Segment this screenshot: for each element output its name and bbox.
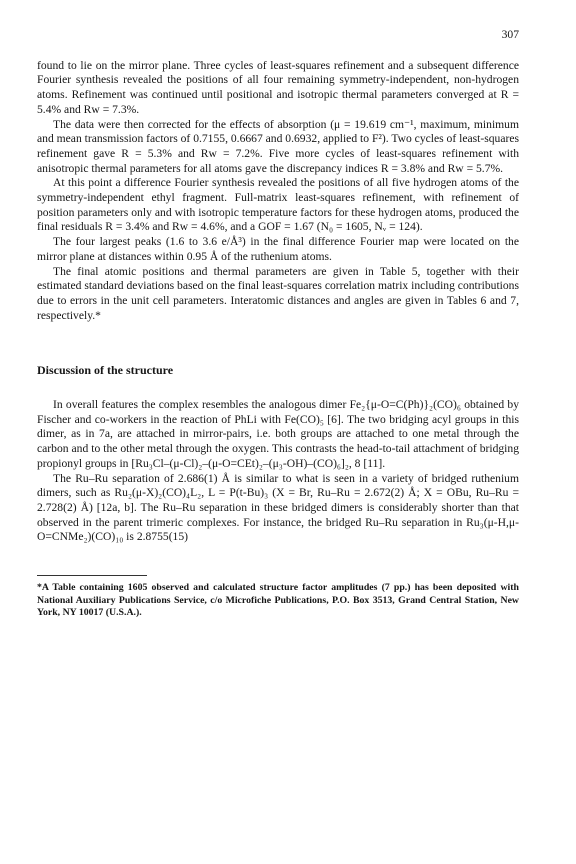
paragraph: The final atomic positions and thermal parameters are given in Table 5, together with their estimated standard deviations based on the final least-squares correlation matrix including contributions due to errors in the unit cell parameters. Interatomic distances and angles are given in Tables 6 and 7, respectively.* [37, 264, 519, 322]
paragraph: In overall features the complex resembles the analogous dimer Fe₂{μ-O=C(Ph)}₂(CO)₆ obtained by Fischer and co-workers in the reaction of PhLi with Fe(CO)₅ [6]. The two bridging acyl groups in this dimer, as in 7a, are attached in mirror-pairs, i.e. both groups are attached to one metal through the carbon and to the other metal through the oxygen. This contrasts the head-to-tail attachment of bridging propionyl groups in [Ru₃Cl–(μ-Cl)₂–(μ-O=CEt)₂–(μ₃-OH)–(CO)₆]₂, 8 [11]. [37, 398, 519, 470]
paragraph: found to lie on the mirror plane. Three cycles of least-squares refinement and a subsequent difference Fourier synthesis revealed the positions of all four remaining symmetry-independent, non-hydrogen atoms. Refinement was continued until positional and isotropic thermal parameters converged at R = 5.4% and Rw = 7.3%. [37, 58, 519, 116]
paragraph: The data were then corrected for the effects of absorption (μ = 19.619 cm⁻¹, maximum, minimum and mean transmission factors of 0.7155, 0.6667 and 0.6932, applied to F²). Two cycles of least-squares refinement gave R = 5.3% and Rw = 7.2%. Five more cycles of least-squares refinement with anisotropic thermal parameters for all atoms gave the discrepancy indices R = 3.8% and Rw = 5.7%. [37, 117, 519, 175]
paragraph: At this point a difference Fourier synthesis revealed the positions of all five hydrogen atoms of the symmetry-independent ethyl fragment. Full-matrix least-squares refinement, with refinement of position parameters only and with isotropic temperature factors for these hydrogen atoms, produced the final residuals R = 3.4% and Rw = 4.6%, and a GOF = 1.67 (N₀ = 1605, Nᵥ = 124). [37, 176, 519, 234]
paragraph: The Ru–Ru separation of 2.686(1) Å is similar to what is seen in a variety of bridged ruthenium dimers, such as Ru₂(μ-X)₂(CO)₄L₂, L = P(t-Bu)₃ (X = Br, Ru–Ru = 2.672(2) Å; X = OBu, Ru–Ru = 2.728(2) Å) [12a, b]. The Ru–Ru separation in these bridged dimers is considerably shorter than that observed in the parent trimeric complexes. For instance, the bridged Ru–Ru separation in Ru₃(μ-H,μ-O=CNMe₂)(CO)₁₀ is 2.8755(15) [37, 471, 519, 544]
footnote: *A Table containing 1605 observed and calculated structure factor amplitudes (7 pp.) has been deposited with National Auxiliary Publications Service, c/o Microfiche Publications, P.O. Box 3513, Grand Central Station, New York, NY 10017 (U.S.A.). [37, 582, 519, 618]
footnote-divider [37, 575, 147, 576]
section-heading: Discussion of the structure [37, 363, 174, 378]
page [37, 28, 519, 619]
page-number: 307 [501, 28, 519, 41]
paragraph: The four largest peaks (1.6 to 3.6 e/Å³) in the final difference Fourier map were located on the mirror plane at distances within 0.95 Å of the ruthenium atoms. [37, 235, 519, 263]
